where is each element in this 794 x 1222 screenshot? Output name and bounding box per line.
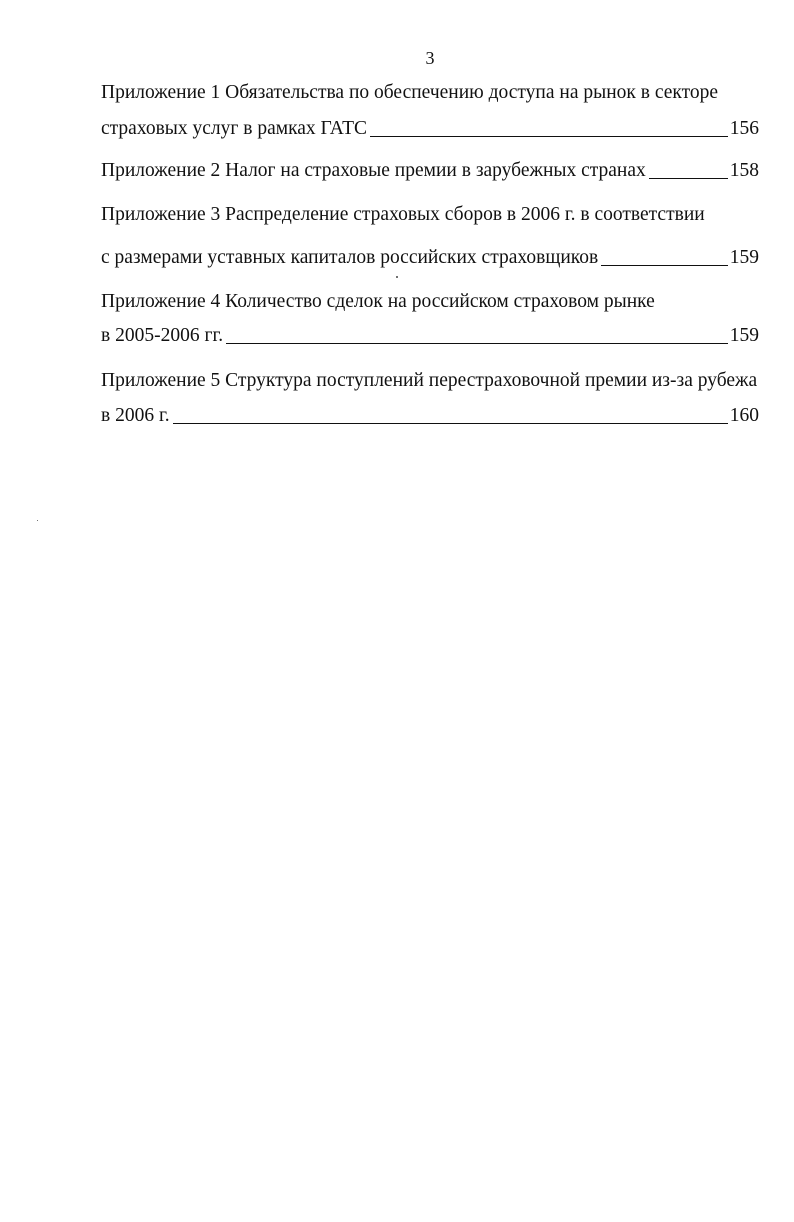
toc-page-ref: 159 <box>729 325 759 346</box>
toc-entry-text: в 2005-2006 гг. <box>101 325 224 346</box>
toc-entry-1-line-1 <box>101 80 759 106</box>
toc-entry-5-line-2[interactable] <box>101 403 759 429</box>
toc-entry-5-line-1 <box>101 368 759 394</box>
toc-entry-text: Приложение 4 Количество сделок на российском страховом рынке <box>101 291 655 312</box>
toc-entry-3-line-1 <box>101 202 759 228</box>
toc-page-ref: 158 <box>729 160 759 181</box>
toc-entry-4-line-2[interactable] <box>101 323 759 349</box>
toc-entry-2-line-1[interactable] <box>101 158 759 184</box>
leader-line <box>601 264 728 266</box>
toc-entry-4-line-1 <box>101 289 759 315</box>
toc-entry-text: Приложение 5 Структура поступлений перестраховочной премии из-за рубежа <box>101 370 758 391</box>
toc-entry-text: Приложение 3 Распределение страховых сборов в 2006 г. в соответствии <box>101 204 705 225</box>
stray-dot <box>37 520 38 521</box>
leader-line <box>173 422 728 424</box>
toc-entry-1-line-2[interactable] <box>101 116 759 142</box>
leader-line <box>649 177 728 179</box>
leader-line <box>226 342 728 344</box>
stray-dot <box>396 276 398 278</box>
toc-entry-text: страховых услуг в рамках ГАТС <box>101 118 367 139</box>
leader-line <box>370 135 728 137</box>
toc-entry-text: Приложение 2 Налог на страховые премии в зарубежных странах <box>101 160 646 181</box>
toc-entry-text: Приложение 1 Обязательства по обеспечению доступа на рынок в секторе <box>101 82 719 103</box>
toc-entry-3-line-2[interactable] <box>101 245 759 271</box>
toc-entry-text: с размерами уставных капиталов российских страховщиков <box>101 247 599 268</box>
toc-entry-text: в 2006 г. <box>101 405 170 426</box>
page-number: 3 <box>425 48 435 68</box>
toc-page-ref: 159 <box>729 247 759 268</box>
toc-page-ref: 160 <box>729 405 759 426</box>
toc-page-ref: 156 <box>729 118 759 139</box>
